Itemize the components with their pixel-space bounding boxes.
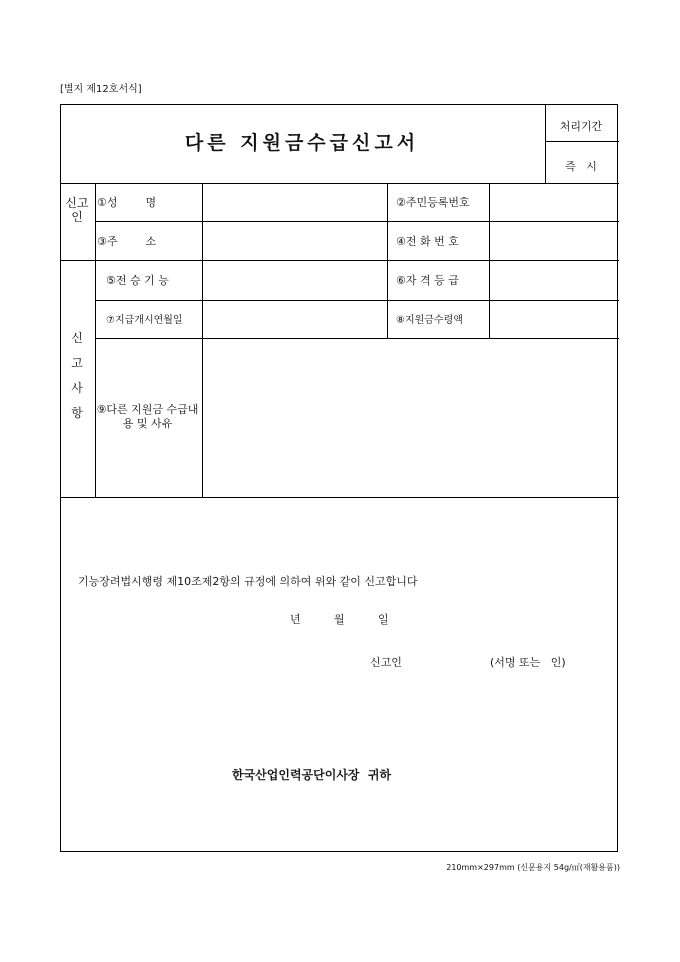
reporter-section-label: 신고인	[65, 196, 89, 224]
amount-label: ⑧지원금수령액	[396, 315, 463, 326]
skill-field[interactable]	[202, 260, 386, 298]
divider	[545, 141, 619, 142]
rrn-label: ②주민등록번호	[396, 196, 470, 209]
processing-value: 즉 시	[565, 160, 597, 173]
date-month-unit: 월	[334, 613, 345, 626]
start-date-field[interactable]	[202, 300, 386, 337]
grade-label: ⑥자 격 등 급	[396, 274, 459, 287]
paper-spec-footer: 210mm×297mm (신문용지 54g/㎡(재활용품))	[446, 863, 620, 872]
signer-label: 신고인	[370, 656, 402, 669]
other-support-label: ⑨다른 지원금 수급내용 및 사유	[96, 403, 199, 430]
divider	[387, 183, 388, 338]
divider	[61, 497, 619, 498]
recipient: 한국산업인력공단이사장 귀하	[232, 768, 392, 782]
start-date-label: ⑦지급개시연월일	[106, 315, 183, 326]
report-section-label: 신고사항	[71, 331, 83, 420]
grade-field[interactable]	[489, 260, 617, 298]
name-field[interactable]	[202, 183, 386, 220]
phone-label: ④전 화 번 호	[396, 235, 459, 248]
signature-note: (서명 또는 인)	[490, 656, 566, 669]
date-day-unit: 일	[378, 613, 389, 626]
address-field[interactable]	[202, 221, 386, 258]
divider	[95, 183, 96, 497]
form-title: 다른 지원금수급신고서	[184, 132, 420, 154]
date-year-unit: 년	[290, 613, 301, 626]
name-label: ①성 명	[97, 196, 157, 209]
address-label: ③주 소	[97, 235, 157, 248]
form-code: [별지 제12호서식]	[60, 84, 142, 95]
other-support-field[interactable]	[202, 339, 617, 495]
rrn-field[interactable]	[489, 183, 617, 220]
declaration-text: 기능장려법시행령 제10조제2항의 규정에 의하여 위와 같이 신고합니다	[78, 575, 418, 588]
processing-label: 처리기간	[559, 120, 603, 133]
phone-field[interactable]	[489, 221, 617, 258]
amount-field[interactable]	[489, 300, 617, 337]
skill-label: ⑤전 승 기 능	[106, 274, 169, 287]
